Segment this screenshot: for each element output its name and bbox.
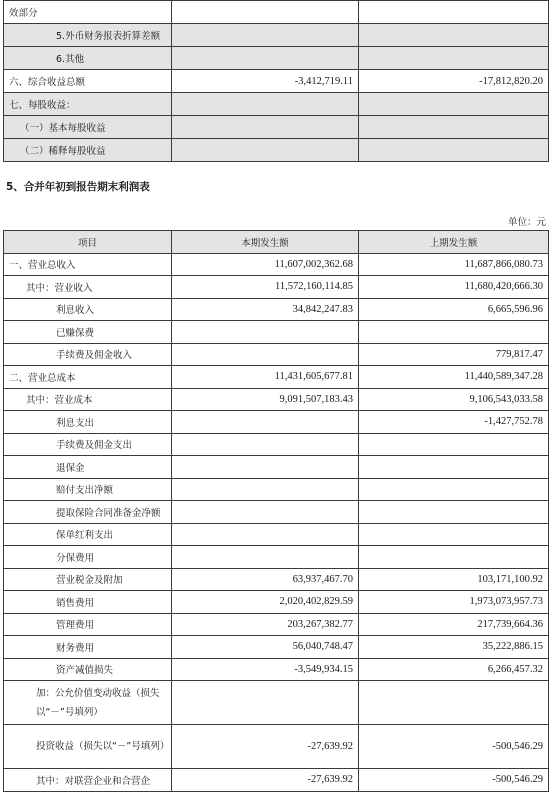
header-previous-period: 上期发生额 — [359, 231, 549, 254]
row-label: 赔付支出净额 — [4, 478, 172, 501]
row-label: 一、营业总收入 — [4, 253, 172, 276]
table-row — [4, 1, 549, 24]
row-label: 退保金 — [4, 456, 172, 479]
current-period-value — [172, 47, 359, 70]
table-row — [4, 70, 549, 93]
row-label: 其中：营业收入 — [4, 276, 172, 299]
current-period-value: -27,639.92 — [172, 769, 359, 792]
previous-period-value — [359, 93, 549, 116]
previous-period-value: 11,680,420,666.30 — [359, 276, 549, 299]
current-period-value — [172, 321, 359, 344]
previous-period-value: 11,440,589,347.28 — [359, 366, 549, 389]
table-row — [4, 658, 549, 681]
previous-period-value — [359, 139, 549, 162]
current-period-value: 9,091,507,183.43 — [172, 388, 359, 411]
current-period-value: 203,267,382.77 — [172, 613, 359, 636]
current-period-value — [172, 478, 359, 501]
current-period-value — [172, 501, 359, 524]
previous-period-value — [359, 681, 549, 725]
row-label: 利息支出 — [4, 411, 172, 434]
current-period-value — [172, 456, 359, 479]
table-row — [4, 276, 549, 299]
row-label: 已赚保费 — [4, 321, 172, 344]
table-row — [4, 636, 549, 659]
row-label: 六、综合收益总额 — [4, 70, 172, 93]
previous-period-value: -500,546.29 — [359, 725, 549, 769]
previous-period-value — [359, 456, 549, 479]
previous-period-value: -17,812,820.20 — [359, 70, 549, 93]
table-row — [4, 769, 549, 792]
table-row — [4, 24, 549, 47]
table-row — [4, 456, 549, 479]
previous-period-value — [359, 478, 549, 501]
income-statement-table — [3, 230, 549, 792]
current-period-value: 11,431,605,677.81 — [172, 366, 359, 389]
current-period-value — [172, 1, 359, 24]
row-label: 资产减值损失 — [4, 658, 172, 681]
current-period-value — [172, 116, 359, 139]
current-period-value — [172, 411, 359, 434]
current-period-value — [172, 24, 359, 47]
previous-period-value — [359, 47, 549, 70]
table-row — [4, 388, 549, 411]
previous-period-value: 217,739,664.36 — [359, 613, 549, 636]
current-period-value — [172, 343, 359, 366]
current-period-value — [172, 546, 359, 569]
table-row — [4, 478, 549, 501]
previous-period-value: 35,222,886.15 — [359, 636, 549, 659]
current-period-value: 34,842,247.83 — [172, 298, 359, 321]
row-label: 6.其他 — [4, 47, 172, 70]
row-label: 手续费及佣金收入 — [4, 343, 172, 366]
table-row — [4, 253, 549, 276]
row-label: 财务费用 — [4, 636, 172, 659]
current-period-value — [172, 139, 359, 162]
table-row — [4, 433, 549, 456]
table-row — [4, 298, 549, 321]
current-period-value — [172, 433, 359, 456]
row-label: 二、营业总成本 — [4, 366, 172, 389]
table-row — [4, 343, 549, 366]
row-label: 利息收入 — [4, 298, 172, 321]
row-label: 投资收益（损失以“－”号填列） — [4, 725, 172, 769]
current-period-value: 11,607,002,362.68 — [172, 253, 359, 276]
current-period-value: 63,937,467.70 — [172, 568, 359, 591]
previous-period-value — [359, 546, 549, 569]
previous-period-value — [359, 433, 549, 456]
row-label: 其中：对联营企业和合营企 — [4, 769, 172, 792]
current-period-value — [172, 93, 359, 116]
row-label: 加：公允价值变动收益（损失以“－”号填列） — [4, 681, 172, 725]
row-label: 其中：营业成本 — [4, 388, 172, 411]
header-current-period: 本期发生额 — [172, 231, 359, 254]
row-label: 效部分 — [4, 1, 172, 24]
row-label: 手续费及佣金支出 — [4, 433, 172, 456]
current-period-value: 2,020,402,829.59 — [172, 591, 359, 614]
table-row — [4, 411, 549, 434]
table-row — [4, 47, 549, 70]
current-period-value — [172, 681, 359, 725]
table-row — [4, 116, 549, 139]
current-period-value: -27,639.92 — [172, 725, 359, 769]
row-label: 销售费用 — [4, 591, 172, 614]
row-label: 七、每股收益： — [4, 93, 172, 116]
previous-period-value: 6,665,596.96 — [359, 298, 549, 321]
table-row — [4, 93, 549, 116]
table-row — [4, 321, 549, 344]
table-row — [4, 523, 549, 546]
previous-period-value — [359, 523, 549, 546]
previous-period-value: 779,817.47 — [359, 343, 549, 366]
row-label: 分保费用 — [4, 546, 172, 569]
previous-period-value: 9,106,543,033.58 — [359, 388, 549, 411]
table-row — [4, 725, 549, 769]
previous-period-value — [359, 24, 549, 47]
section-title: 5、合并年初到报告期末利润表 — [6, 181, 150, 193]
previous-period-value: 103,171,100.92 — [359, 568, 549, 591]
previous-period-value — [359, 116, 549, 139]
table-row — [4, 568, 549, 591]
header-row — [4, 231, 549, 254]
row-label: 管理费用 — [4, 613, 172, 636]
current-period-value: -3,412,719.11 — [172, 70, 359, 93]
header-item: 项目 — [4, 231, 172, 254]
row-label: 提取保险合同准备金净额 — [4, 501, 172, 524]
table-row — [4, 613, 549, 636]
current-period-value: 11,572,160,114.85 — [172, 276, 359, 299]
table-row — [4, 681, 549, 725]
current-period-value — [172, 523, 359, 546]
table-row — [4, 366, 549, 389]
previous-period-value: 6,266,457.32 — [359, 658, 549, 681]
previous-period-value: 1,973,073,957.73 — [359, 591, 549, 614]
table-row — [4, 139, 549, 162]
previous-period-value — [359, 501, 549, 524]
previous-period-value: -500,546.29 — [359, 769, 549, 792]
previous-period-value: -1,427,752.78 — [359, 411, 549, 434]
top-table — [3, 0, 549, 162]
row-label: （一）基本每股收益 — [4, 116, 172, 139]
previous-period-value — [359, 321, 549, 344]
table-row — [4, 501, 549, 524]
row-label: 营业税金及附加 — [4, 568, 172, 591]
current-period-value: -3,549,934.15 — [172, 658, 359, 681]
row-label: （二）稀释每股收益 — [4, 139, 172, 162]
previous-period-value — [359, 1, 549, 24]
previous-period-value: 11,687,866,080.73 — [359, 253, 549, 276]
row-label: 5.外币财务报表折算差额 — [4, 24, 172, 47]
current-period-value: 56,040,748.47 — [172, 636, 359, 659]
table-row — [4, 546, 549, 569]
table-row — [4, 591, 549, 614]
row-label: 保单红利支出 — [4, 523, 172, 546]
unit-label: 单位：元 — [507, 217, 546, 228]
